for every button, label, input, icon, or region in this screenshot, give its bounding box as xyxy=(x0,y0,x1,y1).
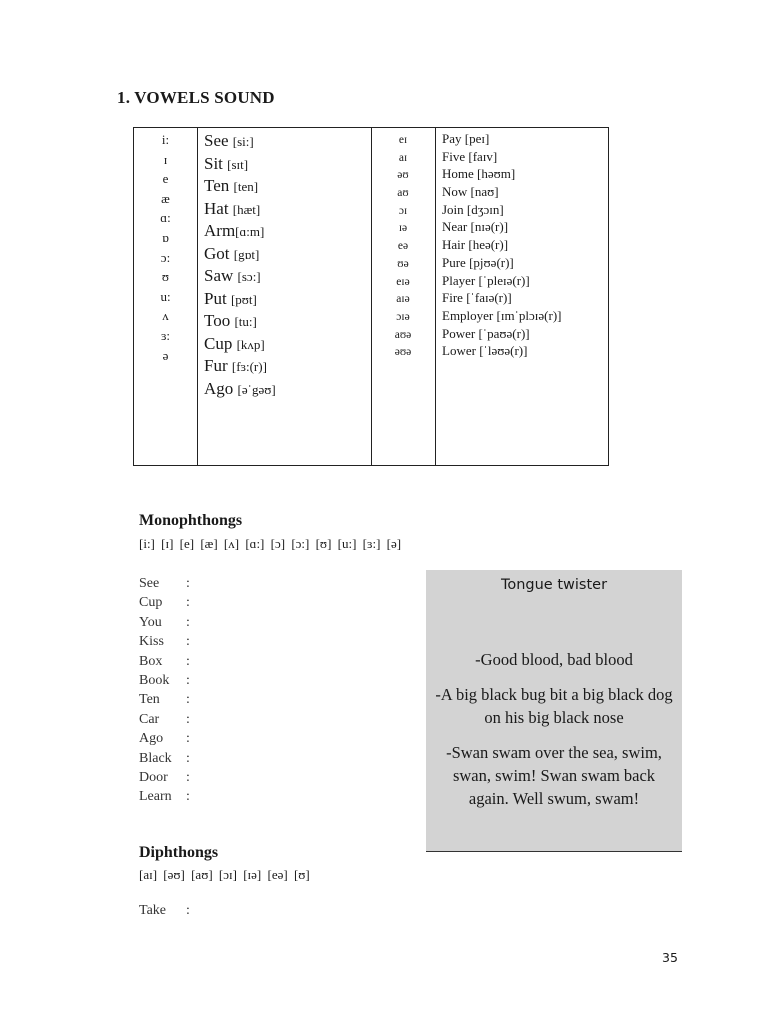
tongue-twister-lines xyxy=(432,648,676,822)
example-word: Pure xyxy=(442,254,470,270)
monophthongs-title: Monophthongs xyxy=(139,512,243,529)
diphthong-symbol-column xyxy=(371,128,436,465)
practice-row xyxy=(139,671,196,690)
practice-word: See xyxy=(139,576,160,591)
diphthong-example xyxy=(442,254,561,272)
monophthong-example xyxy=(204,220,276,243)
diphthong-symbol: eɪə xyxy=(396,275,410,288)
monophthong-example xyxy=(204,310,276,333)
diphthong-symbol: əʊə xyxy=(394,346,412,359)
diphthong-example xyxy=(442,165,561,183)
practice-colon: : xyxy=(186,672,190,688)
diphthong-example xyxy=(442,201,561,219)
example-word: Hair xyxy=(442,237,469,253)
example-ipa: [pʊt] xyxy=(230,291,257,307)
diphthong-example xyxy=(442,272,561,290)
example-ipa: [ˈpleɪə(r)] xyxy=(478,272,530,288)
diphthong-symbol: ʊə xyxy=(397,257,409,270)
diphthong-word-column xyxy=(435,128,609,465)
example-ipa: [nɪə(r)] xyxy=(470,219,509,235)
practice-word: Kiss xyxy=(139,634,164,650)
practice-row xyxy=(139,729,196,748)
example-word: See xyxy=(204,131,233,150)
monophthong-example xyxy=(204,243,276,266)
diphthong-example xyxy=(442,236,561,254)
monophthong-symbol: e xyxy=(162,171,169,187)
diphthongs-title: Diphthongs xyxy=(139,844,219,861)
monophthong-symbol: i: xyxy=(161,132,170,147)
practice-row xyxy=(139,749,196,768)
example-ipa: [naʊ] xyxy=(470,184,499,200)
example-word: Player xyxy=(442,272,479,288)
example-word: Lower xyxy=(442,343,480,359)
example-ipa: [hæt] xyxy=(232,201,261,217)
practice-word: Take xyxy=(139,903,167,918)
monophthong-practice-list xyxy=(139,574,196,807)
practice-word: Car xyxy=(139,711,160,727)
example-ipa: [həʊm] xyxy=(477,166,516,182)
tongue-twister-line: -A big black bug bit a big black dog on his big black nose xyxy=(435,685,673,727)
practice-colon: : xyxy=(186,595,190,611)
example-ipa: [əˈgəʊ] xyxy=(237,381,276,397)
example-word: Fur xyxy=(204,356,232,375)
example-ipa: [gɒt] xyxy=(233,246,260,262)
example-word: Ago xyxy=(204,378,238,398)
example-ipa: [ten] xyxy=(233,179,259,194)
diphthong-example xyxy=(442,325,561,343)
example-ipa: [sɔ:] xyxy=(237,269,261,284)
practice-colon: : xyxy=(186,903,190,918)
diphthong-practice-row xyxy=(139,903,196,919)
diphthong-symbol: eɪ xyxy=(398,134,408,146)
example-ipa: [dʒɔɪn] xyxy=(466,201,504,217)
tongue-twister-line: -Good blood, bad blood xyxy=(475,650,633,669)
example-word: Got xyxy=(204,243,234,263)
example-word: Saw xyxy=(204,266,238,285)
example-word: Too xyxy=(204,311,235,330)
example-ipa: [ˈpaʊə(r)] xyxy=(478,325,530,341)
diphthong-example xyxy=(442,183,561,201)
practice-word: Learn xyxy=(139,789,172,805)
practice-row xyxy=(139,574,196,593)
practice-colon: : xyxy=(186,576,190,591)
example-ipa: [ɪmˈplɔɪə(r)] xyxy=(496,307,562,323)
example-word: Five xyxy=(442,148,469,164)
monophthong-symbol: ɜ: xyxy=(160,327,171,343)
practice-colon: : xyxy=(186,653,190,669)
practice-colon: : xyxy=(186,692,190,708)
monophthong-symbol: ɔ: xyxy=(160,249,171,265)
example-ipa: [kʌp] xyxy=(236,336,265,352)
diphthong-symbol: aɪə xyxy=(396,293,410,306)
monophthong-symbol-column xyxy=(134,128,198,465)
example-word: Arm xyxy=(204,221,236,240)
diphthong-symbol: ɔɪə xyxy=(396,310,410,323)
practice-row xyxy=(139,710,196,729)
practice-row xyxy=(139,652,196,671)
example-ipa: [ˈləʊə(r)] xyxy=(479,343,528,359)
practice-word: You xyxy=(139,614,162,630)
example-word: Home xyxy=(442,166,478,182)
monophthong-symbol: ɪ xyxy=(163,151,168,167)
example-word: Cup xyxy=(204,333,237,353)
practice-word: Black xyxy=(139,750,172,766)
monophthongs-symbols: [i:] [ɪ] [e] [æ] [ʌ] [ɑ:] [ɔ] [ɔ:] [ʊ] [u:] [ɜ:] [ə] xyxy=(139,536,402,551)
example-word: Near xyxy=(442,219,471,235)
monophthong-symbol: ə xyxy=(162,347,169,363)
practice-colon: : xyxy=(186,634,190,650)
example-ipa: [pjʊə(r)] xyxy=(469,254,514,270)
practice-colon: : xyxy=(186,731,190,747)
practice-row xyxy=(139,690,196,709)
monophthong-symbol: æ xyxy=(161,190,170,206)
practice-word: Ago xyxy=(139,731,164,747)
practice-word: Ten xyxy=(139,692,160,708)
practice-colon: : xyxy=(186,750,190,766)
diphthong-example xyxy=(442,148,561,166)
diphthong-symbol: ɔɪ xyxy=(398,204,408,217)
practice-colon: : xyxy=(186,789,190,805)
monophthong-symbol: ʌ xyxy=(162,308,169,324)
diphthong-symbol: eə xyxy=(397,240,409,253)
diphthong-symbol: aʊə xyxy=(394,328,412,341)
monophthong-example xyxy=(204,355,276,378)
example-word: Employer xyxy=(442,307,497,323)
example-ipa: [heə(r)] xyxy=(468,237,509,253)
example-word: Fire xyxy=(442,290,467,306)
practice-word: Book xyxy=(139,672,170,688)
practice-word: Door xyxy=(139,769,168,785)
practice-colon: : xyxy=(186,614,190,630)
vowel-table xyxy=(133,127,609,466)
example-ipa: [sɪt] xyxy=(227,156,249,172)
monophthong-example xyxy=(204,198,276,221)
example-ipa: [faɪv] xyxy=(468,148,498,164)
section-heading: 1. VOWELS SOUND xyxy=(117,88,275,107)
practice-row xyxy=(139,613,196,632)
monophthong-example xyxy=(204,130,276,153)
example-ipa: [tu:] xyxy=(234,314,257,329)
monophthong-example xyxy=(204,378,276,401)
example-ipa: [ˈfaɪə(r)] xyxy=(466,290,512,306)
tongue-twister-box xyxy=(426,570,682,852)
monophthong-example xyxy=(204,153,276,176)
practice-word: Box xyxy=(139,653,163,669)
example-word: Hat xyxy=(204,198,233,218)
example-word: Join xyxy=(442,201,467,217)
monophthong-symbol: u: xyxy=(160,288,171,304)
example-ipa: [fɜ:(r)] xyxy=(231,359,267,374)
page-number: 35 xyxy=(662,950,678,965)
example-ipa: [ɑ:m] xyxy=(235,224,265,239)
diphthong-example xyxy=(442,289,561,307)
practice-row xyxy=(139,632,196,651)
tongue-twister-title: Tongue twister xyxy=(500,577,608,593)
monophthong-symbol: ɑ: xyxy=(160,210,171,226)
diphthongs-symbols: [aɪ] [əʊ] [aʊ] [ɔɪ] [ɪə] [eə] [ʊ] xyxy=(139,867,310,882)
monophthong-example xyxy=(204,265,276,288)
practice-colon: : xyxy=(186,711,190,727)
example-ipa: [si:] xyxy=(232,134,254,149)
monophthong-word-column xyxy=(197,128,372,465)
tongue-twister-line: -Swan swam over the sea, swim, swan, swim! Swan swam back again. Well swum, swam! xyxy=(446,743,662,808)
practice-row xyxy=(139,787,196,806)
practice-row xyxy=(139,593,196,612)
diphthong-example xyxy=(442,130,561,148)
example-word: Power xyxy=(442,325,479,341)
diphthong-example xyxy=(442,307,561,325)
practice-word: Cup xyxy=(139,595,163,611)
monophthong-example xyxy=(204,175,276,198)
example-word: Put xyxy=(204,288,231,308)
monophthong-example xyxy=(204,288,276,311)
example-word: Pay xyxy=(442,131,465,146)
monophthong-symbol: ʊ xyxy=(161,269,170,285)
example-word: Now xyxy=(442,184,471,200)
diphthong-example xyxy=(442,342,561,360)
diphthong-symbol: ɪə xyxy=(398,222,408,235)
diphthong-symbol: aɪ xyxy=(398,151,408,164)
example-word: Sit xyxy=(204,153,228,173)
monophthong-example xyxy=(204,333,276,356)
example-ipa: [peɪ] xyxy=(464,131,490,146)
diphthong-symbol: aʊ xyxy=(397,187,409,200)
diphthong-symbol: əʊ xyxy=(397,169,409,182)
monophthong-symbol: ɒ xyxy=(162,229,169,245)
example-word: Ten xyxy=(204,176,234,195)
practice-row xyxy=(139,768,196,787)
practice-colon: : xyxy=(186,769,190,785)
diphthong-example xyxy=(442,218,561,236)
